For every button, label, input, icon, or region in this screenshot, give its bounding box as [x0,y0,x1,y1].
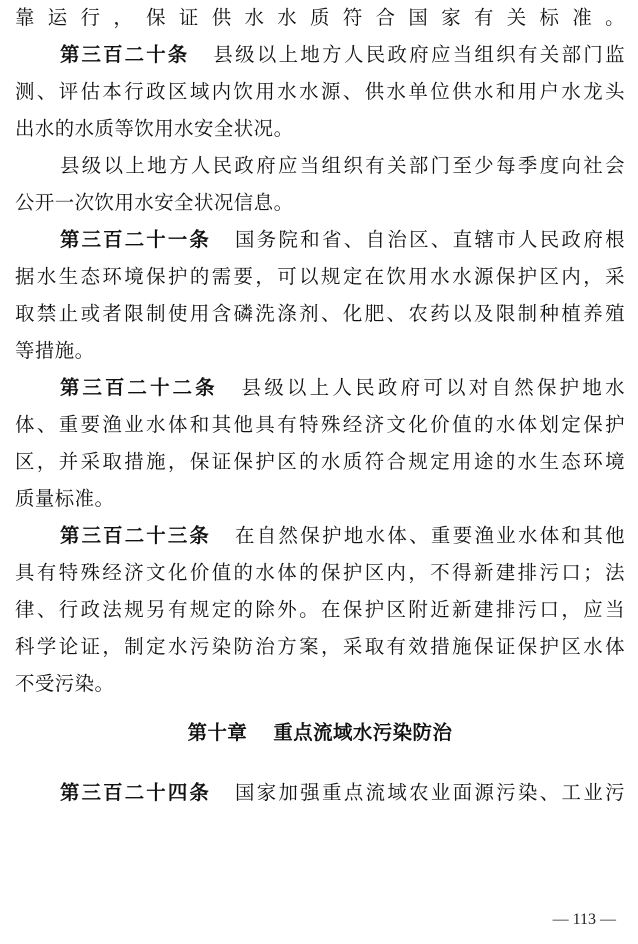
text-line-8: 据水生态环境保护的需要，可以规定在饮用水水源保护区内，采 [15,265,625,288]
text-line-13: 区，并采取措施，保证保护区的水质符合规定用途的水生态环境 [15,450,625,473]
text-line-1: 靠运行，保证供水水质符合国家有关标准。 [15,6,625,29]
chapter-title: 重点流域水污染防治 [273,721,453,744]
article-320-text: 县级以上地方人民政府应当组织有关部门监 [213,43,625,66]
article-321-text: 国务院和省、自治区、直辖市人民政府根 [235,228,625,251]
article-323-line [15,524,625,547]
article-322-text: 县级以上人民政府可以对自然保护地水 [241,376,625,399]
article-321-heading: 第三百二十一条 [60,228,211,251]
article-321-line [15,228,625,251]
text-line-12: 体、重要渔业水体和其他具有特殊经济文化价值的水体划定保护 [15,413,625,436]
article-320-line [15,43,625,66]
text-line-19: 不受污染。 [15,672,115,695]
chapter-heading [15,721,625,744]
article-323-text: 在自然保护地水体、重要渔业水体和其他 [235,524,625,547]
article-322-line [15,376,625,399]
text-line-6: 公开一次饮用水安全状况信息。 [15,191,294,214]
article-322-heading: 第三百二十二条 [60,376,218,399]
text-line-9: 取禁止或者限制使用含磷洗涤剂、化肥、农药以及限制种植养殖 [15,302,625,325]
article-324-text: 国家加强重点流域农业面源污染、工业污 [235,781,625,804]
article-320-heading: 第三百二十条 [60,43,190,66]
document-page [15,6,625,818]
text-line-10: 等措施。 [15,339,95,362]
article-324-heading: 第三百二十四条 [60,781,211,804]
article-324-line [15,781,625,804]
text-line-16: 具有特殊经济文化价值的水体的保护区内，不得新建排污口；法 [15,561,625,584]
article-323-heading: 第三百二十三条 [60,524,211,547]
text-line-3: 测、评估本行政区域内饮用水水源、供水单位供水和用户水龙头 [15,80,625,103]
page-number: — 113 — [552,911,616,928]
chapter-number: 第十章 [187,721,248,744]
text-line-4: 出水的水质等饮用水安全状况。 [15,117,294,140]
text-line-17: 律、行政法规另有规定的除外。在保护区附近新建排污口，应当 [15,598,625,621]
text-line-18: 科学论证，制定水污染防治方案，采取有效措施保证保护区水体 [15,635,625,658]
text-line-14: 质量标准。 [15,487,115,510]
text-line-5: 县级以上地方人民政府应当组织有关部门至少每季度向社会 [60,154,625,177]
